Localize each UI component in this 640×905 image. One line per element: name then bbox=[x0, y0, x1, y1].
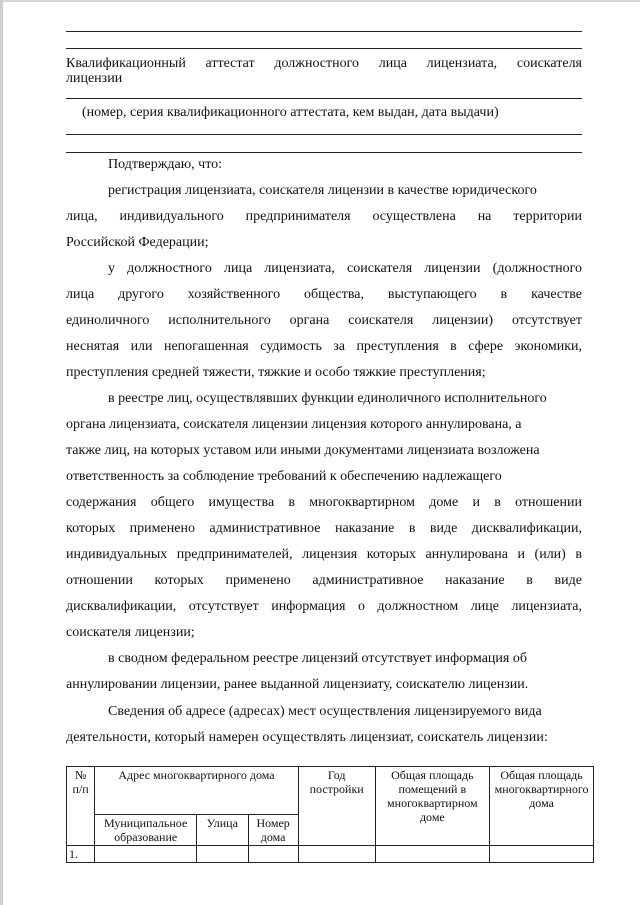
row-num: 1. bbox=[67, 846, 95, 863]
cell-area-rooms bbox=[375, 846, 490, 863]
cert-hint: (номер, серия квалификационного аттестата, кем выдан, дата выдачи) bbox=[82, 105, 499, 120]
p3-line-6: которых применено административное наказание в виде дисквалификации, bbox=[66, 521, 582, 536]
cell-house bbox=[248, 846, 298, 863]
p2-line-4: неснятая или непогашенная судимость за преступления в сфере экономики, bbox=[66, 339, 582, 354]
blank-line-2 bbox=[66, 48, 582, 49]
cert-label-line1 bbox=[66, 55, 582, 72]
word: лица bbox=[378, 56, 407, 71]
header-municipal: Муниципальное образование bbox=[95, 815, 197, 846]
p3-line-4: ответственность за соблюдение требований к обеспечению надлежащего bbox=[66, 469, 502, 484]
word: должностного bbox=[274, 56, 360, 71]
p3-line-9: дисквалификации, отсутствует информация о должностном лице лицензиата, bbox=[66, 599, 582, 614]
cell-area-total bbox=[490, 846, 594, 863]
scan-edge-top bbox=[0, 0, 640, 2]
header-area-rooms: Общая площадь помещений в многоквартирном доме bbox=[375, 767, 490, 846]
p3-line-10: соискателя лицензии; bbox=[66, 625, 195, 640]
p5-line-1: Сведения об адресе (адресах) мест осуществления лицензируемого вида bbox=[108, 704, 542, 719]
cert-label-line2: лицензии bbox=[66, 71, 123, 86]
p2-line-1: у должностного лица лицензиата, соискателя лицензии (должностного bbox=[108, 261, 582, 276]
p3-line-8: отношении которых применено административное наказание в виде bbox=[66, 573, 582, 588]
word: аттестат bbox=[205, 56, 255, 71]
p3-line-7: индивидуальных предпринимателей, лицензия которых аннулирована и (или) в bbox=[66, 547, 582, 562]
header-house: Номер дома bbox=[248, 815, 298, 846]
p3-line-3: также лиц, на которых уставом или иными документами лицензиата возложена bbox=[66, 443, 540, 458]
cell-year bbox=[298, 846, 375, 863]
header-address: Адрес многоквартирного дома bbox=[95, 767, 299, 815]
word: Квалификационный bbox=[66, 56, 186, 71]
table-header-row bbox=[67, 767, 594, 815]
p1-line-1: регистрация лицензиата, соискателя лицензии в качестве юридического bbox=[108, 183, 537, 198]
blank-line-4 bbox=[66, 152, 582, 153]
cell-municipal bbox=[95, 846, 197, 863]
cert-blank-line bbox=[66, 98, 582, 99]
p2-line-2: лица другого хозяйственного общества, выступающего в качестве bbox=[66, 287, 582, 302]
header-street: Улица bbox=[197, 815, 248, 846]
blank-line-3 bbox=[66, 134, 582, 135]
confirm-intro: Подтверждаю, что: bbox=[108, 157, 223, 172]
scan-edge-left bbox=[0, 0, 3, 905]
header-year: Год постройки bbox=[298, 767, 375, 846]
p5-line-2: деятельности, который намерен осуществлять лицензиат, соискатель лицензии: bbox=[66, 730, 548, 745]
p4-line-1: в сводном федеральном реестре лицензий отсутствует информация об bbox=[108, 651, 527, 666]
p3-line-1: в реестре лиц, осуществлявших функции единоличного исполнительного bbox=[108, 391, 547, 406]
p3-line-2: органа лицензиата, соискателя лицензии лицензия которого аннулирована, а bbox=[66, 417, 522, 432]
p4-line-2: аннулировании лицензии, ранее выданной лицензиату, соискателю лицензии. bbox=[66, 677, 529, 692]
p3-line-5: содержания общего имущества в многоквартирном доме и в отношении bbox=[66, 495, 582, 510]
p1-line-2: лица, индивидуального предпринимателя осуществлена на территории bbox=[66, 209, 582, 224]
p2-line-3: единоличного исполнительного органа соискателя лицензии) отсутствует bbox=[66, 313, 582, 328]
table-row bbox=[67, 846, 594, 863]
header-num: № п/п bbox=[67, 767, 95, 846]
word: соискателя bbox=[516, 56, 582, 71]
cell-street bbox=[197, 846, 248, 863]
p2-line-5: преступления средней тяжести, тяжкие и особо тяжкие преступления; bbox=[66, 365, 486, 380]
address-table bbox=[66, 766, 594, 863]
word: лицензиата, bbox=[426, 56, 498, 71]
header-area-total: Общая площадь многоквартирного дома bbox=[490, 767, 594, 846]
p1-line-3: Российской Федерации; bbox=[66, 235, 209, 250]
blank-line-1 bbox=[66, 31, 582, 32]
